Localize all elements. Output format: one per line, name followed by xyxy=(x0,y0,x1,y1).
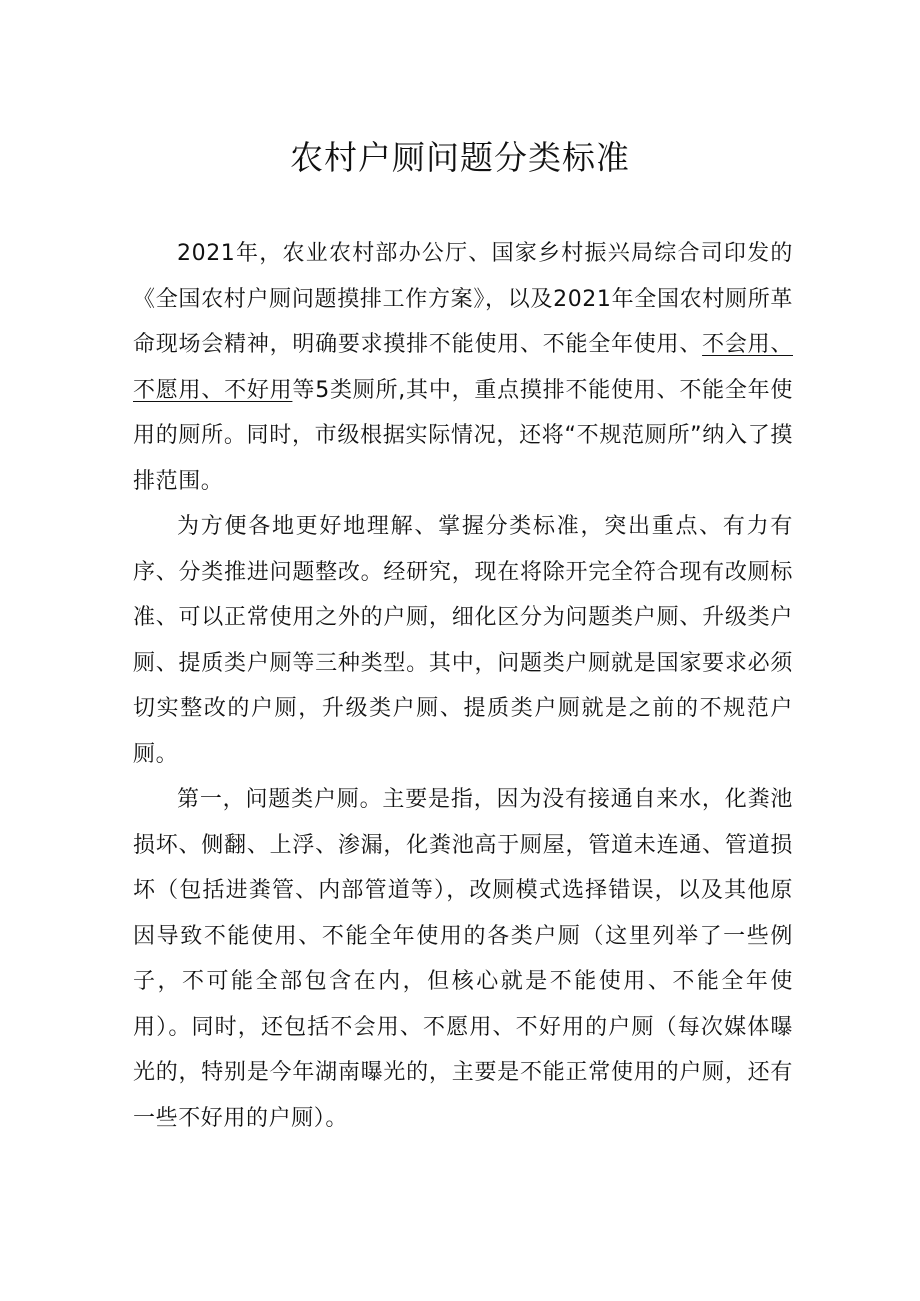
underlined-phrase: 不会用、不愿用、不好用 xyxy=(133,332,793,403)
paragraph-1-text-after: 等5类厕所,其中，重点摸排不能使用、不能全年使用的厕所。同时，市级根据实际情况，还将“不规范厕所”纳入了摸排范围。 xyxy=(133,377,794,494)
paragraph-1-text-before: 2021年，农业农村部办公厅、国家乡村振兴局综合司印发的《全国农村户厕问题摸排工作方案》，以及2021年全国农村厕所革命现场会精神，明确要求摸排不能使用、不能全年使用、 xyxy=(133,241,793,357)
document-body xyxy=(133,231,793,1141)
paragraph-3: 第一，问题类户厕。主要是指，因为没有接通自来水，化粪池损坏、侧翻、上浮、渗漏，化粪池高于厕屋，管道未连通、管道损坏（包括进粪管、内部管道等），改厕模式选择错误，以及其他原因导致不能使用、不能全年使用的各类户厕（这里列举了一些例子，不可能全部包含在内，但核心就是不能使用、不能全年使用）。同时，还包括不会用、不愿用、不好用的户厕（每次媒体曝光的，特别是今年湖南曝光的，主要是不能正常使用的户厕，还有一些不好用的户厕）。 xyxy=(133,787,793,1131)
document-title: 农村户厕问题分类标准 xyxy=(290,138,630,177)
paragraph-1 xyxy=(133,231,793,504)
paragraph-2: 为方便各地更好地理解、掌握分类标准，突出重点、有力有序、分类推进问题整改。经研究，现在将除开完全符合现有改厕标准、可以正常使用之外的户厕，细化区分为问题类户厕、升级类户厕、提质类户厕等三种类型。其中，问题类户厕就是国家要求必须切实整改的户厕，升级类户厕、提质类户厕就是之前的不规范户厕。 xyxy=(133,514,793,767)
